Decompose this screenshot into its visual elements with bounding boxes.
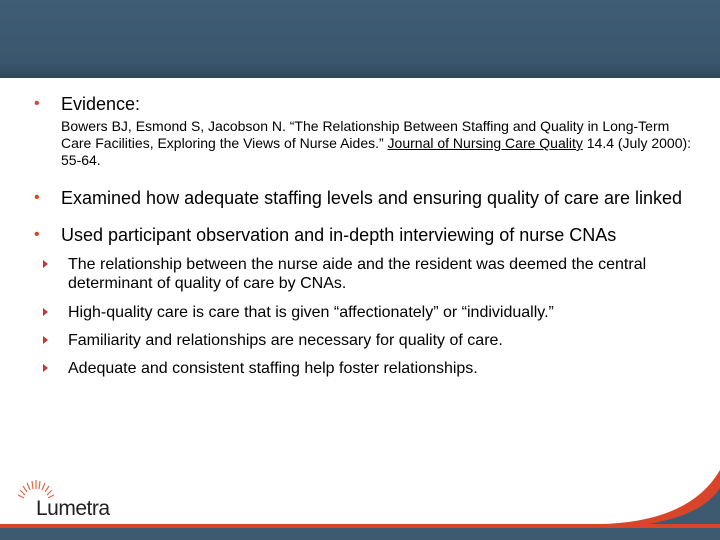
arrow-bullet-icon [43,364,48,372]
bullet-examined [34,188,694,209]
bullet-icon: • [34,189,40,206]
sub-bullet-text: Adequate and consistent staffing help foster relationships. [68,360,478,377]
arrow-bullet-icon [43,308,48,316]
bullet-icon: • [34,226,40,243]
sub-bullet [7,331,667,350]
bullet-text: Examined how adequate staffing levels and ensuring quality of care are linked [61,188,683,208]
footer-bar [0,528,720,540]
corner-swoosh [600,470,720,530]
citation-authors: Bowers BJ, Esmond S, Jacobson N. “The Relationship Between Staffing and Quality in Long-Term Care Facilities, Exploring the Views of Nurse Aides.” [61,118,670,151]
arrow-bullet-icon [43,260,48,268]
citation-journal: Journal of Nursing Care Quality [387,135,583,151]
header-bar [0,0,720,78]
bullet-methods [34,225,694,246]
citation [61,118,694,169]
sub-bullet-text: High-quality care is care that is given “affectionately” or “individually.” [68,304,554,321]
slide-content [34,94,694,378]
bullet-text: Evidence: [61,94,141,114]
citation-details: 14.4 (July 2000): 55-64. [61,135,692,168]
sub-bullet [7,303,667,322]
sub-bullet [7,255,667,293]
bullet-evidence [34,94,694,169]
sub-bullet [7,359,667,378]
sub-bullet-text: The relationship between the nurse aide and the resident was deemed the central determinant of quality of care by CNAs. [68,256,647,292]
sub-bullet-text: Familiarity and relationships are necessary for quality of care. [68,332,503,349]
bullet-icon: • [34,95,40,112]
bullet-text: Used participant observation and in-depth interviewing of nurse CNAs [61,225,617,245]
lumetra-logo: Lumetra [36,497,110,520]
arrow-bullet-icon [43,336,48,344]
